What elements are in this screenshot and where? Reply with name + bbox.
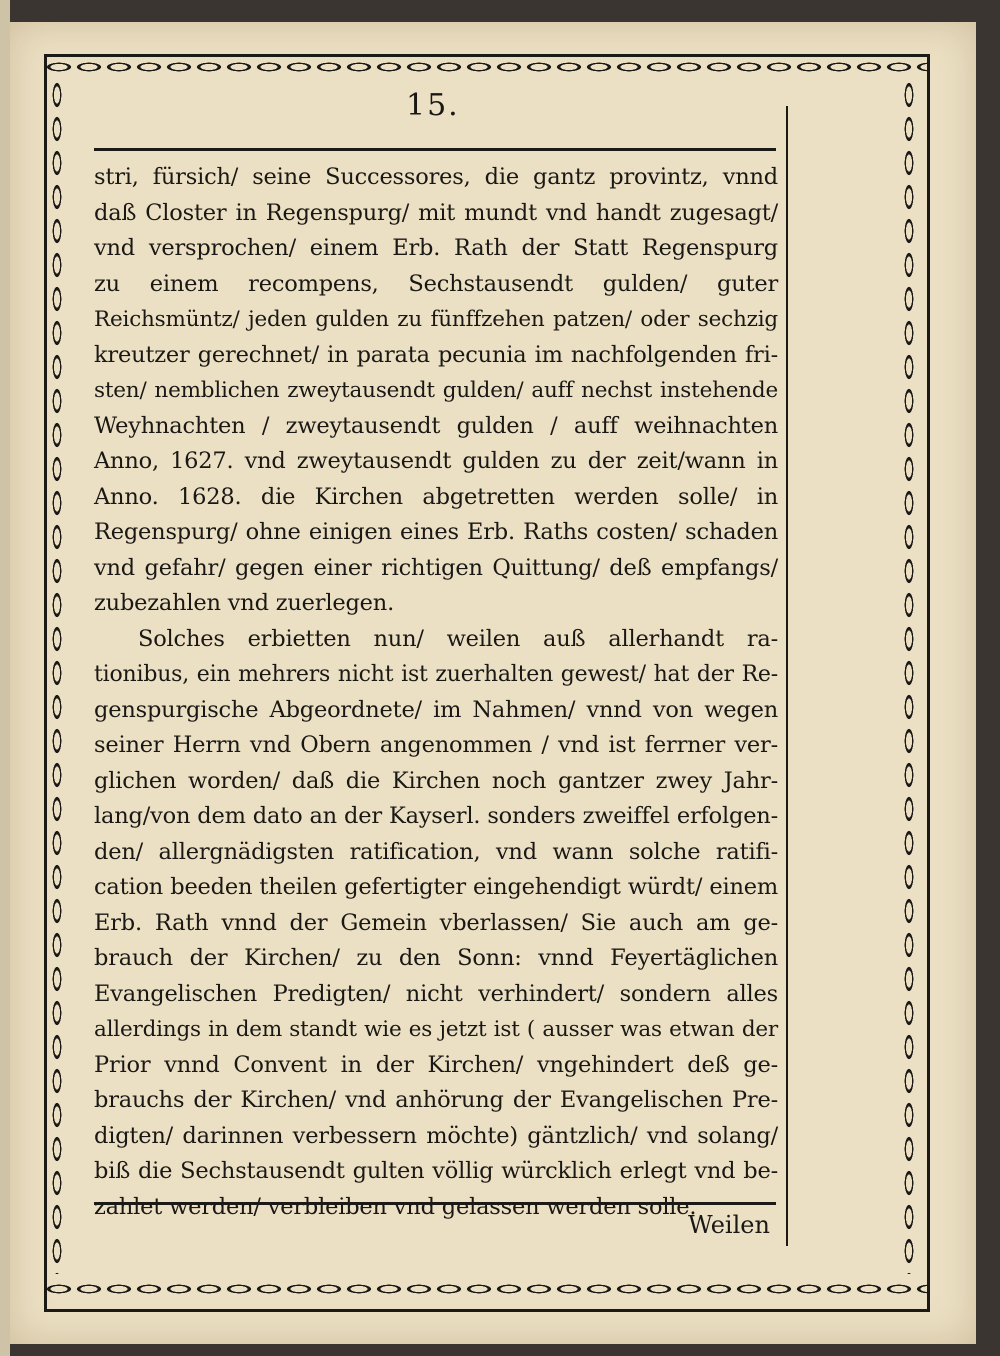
text-line: glichen worden/ daß die Kirchen noch gantzer zwey Jahr- — [94, 767, 778, 794]
text-line: zu einem recompens, Sechstausendt gulden/ guter — [94, 270, 778, 297]
text-line: brauchs der Kirchen/ vnd anhörung der Evangelischen Pre- — [94, 1087, 778, 1113]
text-line: vnd versprochen/ einem Erb. Rath der Statt Regenspurg — [94, 235, 778, 261]
text-line: Reichsmüntz/ jeden gulden zu fünffzehen patzen/ oder sechzig — [94, 307, 778, 332]
ornamental-border-right — [898, 78, 920, 1274]
header-rule — [94, 148, 776, 151]
text-line: Evangelischen Predigten/ nicht verhindert/ sondern alles — [94, 980, 778, 1007]
ornamental-border-left — [46, 78, 68, 1274]
previous-page-edge — [0, 0, 10, 1356]
text-line: Anno. 1628. die Kirchen abgetretten werden solle/ in — [94, 483, 778, 510]
text-line: zubezahlen vnd zuerlegen. — [94, 590, 395, 616]
text-line: digten/ darinnen verbessern möchte) gäntzlich/ vnd solang/ — [94, 1122, 778, 1149]
text-line: genspurgische Abgeordnete/ im Nahmen/ vnnd von wegen — [94, 696, 778, 723]
text-line: sten/ nemblichen zweytausendt gulden/ auff nechst instehende — [94, 378, 778, 403]
text-line: tionibus, ein mehrers nicht ist zuerhalten gewest/ hat der Re- — [94, 662, 778, 687]
text-line: den/ allergnädigsten ratification, vnd wann solche ratifi- — [94, 838, 778, 865]
text-line: Weyhnachten / zweytausendt gulden / auff weihnachten — [94, 412, 778, 439]
text-line: stri, fürsich/ seine Successores, die gantz provintz, vnnd — [94, 164, 778, 190]
text-line: Prior vnnd Convent in der Kirchen/ vngehindert deß ge- — [94, 1051, 778, 1078]
text-line: daß Closter in Regenspurg/ mit mundt vnd handt zugesagt/ — [94, 199, 778, 226]
ornamental-border-top — [44, 56, 930, 78]
text-line: kreutzer gerechnet/ in parata pecunia im nachfolgenden fri- — [94, 341, 778, 368]
text-line: Anno, 1627. vnd zweytausendt gulden zu der zeit/wann in — [94, 448, 778, 474]
text-line: vnd gefahr/ gegen einer richtigen Quittung/ deß empfangs/ — [94, 554, 778, 581]
body-text — [94, 160, 778, 1225]
text-line: allerdings in dem standt wie es jetzt ist ( ausser was etwan der — [94, 1017, 778, 1042]
text-line: cation beeden theilen gefertigter eingehendigt würdt/ einem — [94, 874, 778, 900]
footer-rule — [94, 1202, 776, 1205]
text-line: biß die Sechstausendt gulten völlig würcklich erlegt vnd be- — [94, 1158, 778, 1184]
text-column-rule — [786, 106, 788, 1246]
text-line: brauch der Kirchen/ zu den Sonn: vnnd Feyertäglichen — [94, 945, 778, 971]
text-line: seiner Herrn vnd Obern angenommen / vnd ist ferrner ver- — [94, 732, 778, 758]
book-page — [10, 22, 976, 1344]
text-line: lang/von dem dato an der Kayserl. sonders zweiffel erfolgen- — [94, 803, 778, 829]
text-line: Erb. Rath vnnd der Gemein vberlassen/ Sie auch am ge- — [94, 909, 778, 936]
page-number: 15. — [406, 88, 460, 123]
text-line: Regenspurg/ ohne einigen eines Erb. Raths costen/ schaden — [94, 519, 778, 545]
ornamental-border-bottom — [44, 1278, 930, 1300]
catchword: Weilen — [688, 1211, 770, 1239]
text-line: Solches erbietten nun/ weilen auß allerhandt ra- — [138, 625, 778, 652]
text-line: zahlet werden/ verbleiben vnd gelassen werden solle. — [94, 1193, 697, 1220]
